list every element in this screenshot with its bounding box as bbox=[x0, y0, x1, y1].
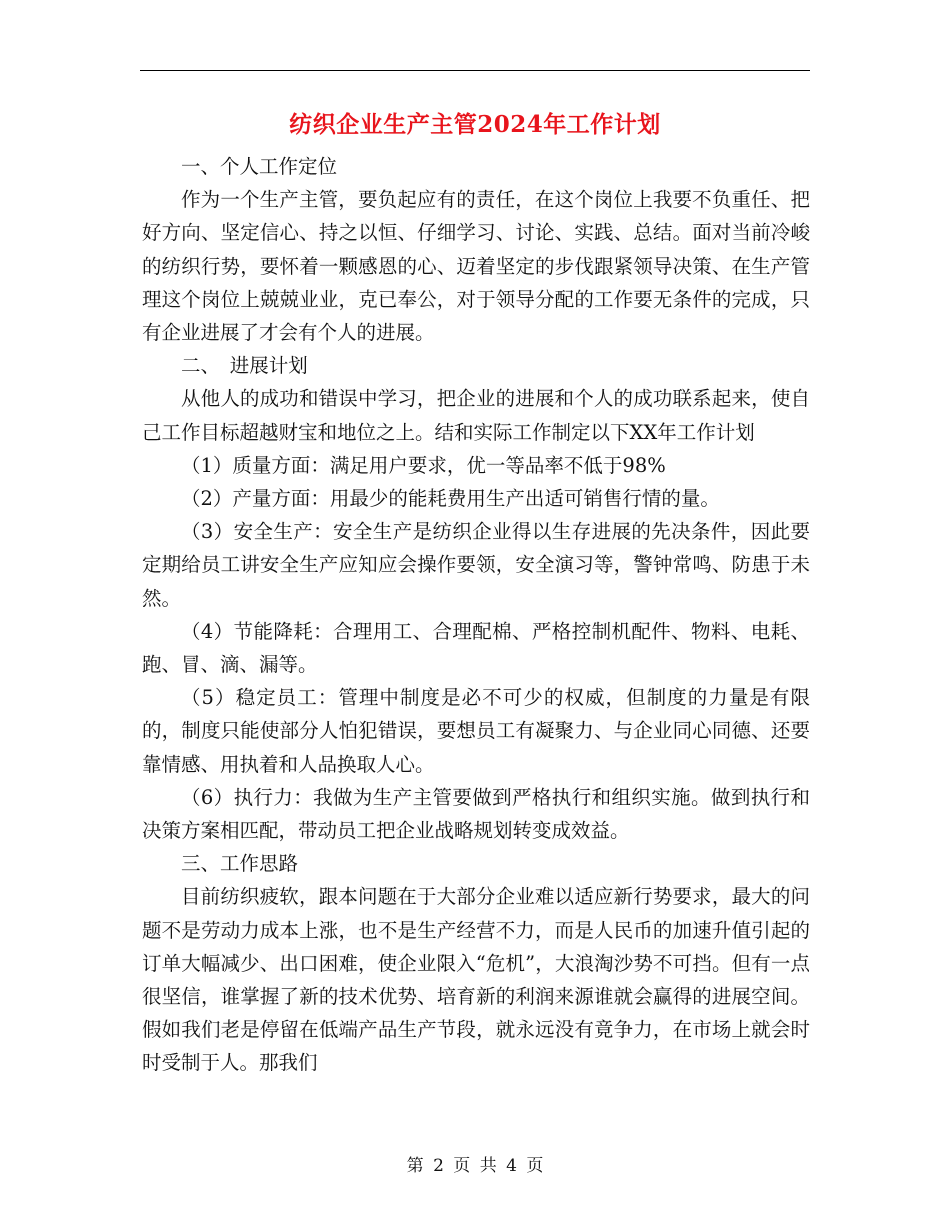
paragraph: 目前纺织疲软，跟本问题在于大部分企业难以适应新行势要求，最大的问题不是劳动力成本上涨，也不是生产经营不力，而是人民币的加速升值引起的订单大幅减少、出口困难，使企业限入“危机”，大浪淘沙势不可挡。但有一点很坚信，谁掌握了新的技术优势、培育新的利润来源谁就会赢得的进展空间。假如我们老是停留在低端产品生产节段，就永远没有竟争力，在市场上就会时时受制于人。那我们 bbox=[142, 885, 810, 1075]
section-heading-3: 三、工作思路 bbox=[181, 852, 299, 876]
list-item: （3）安全生产：安全生产是纺织企业得以生存进展的先决条件，因此要定期给员工讲安全生产应知应会操作要领，安全演习等，警钟常鸣、防患于未然。 bbox=[142, 520, 810, 610]
header-rule bbox=[140, 70, 810, 71]
document-body bbox=[142, 150, 810, 1080]
paragraph: 从他人的成功和错误中学习，把企业的进展和个人的成功联系起来，使自己工作目标超越财宝和地位之上。结和实际工作制定以下XX年工作计划 bbox=[142, 387, 810, 444]
list-item: （2）产量方面：用最少的能耗费用生产出适可销售行情的量。 bbox=[181, 487, 720, 511]
document-title: 纺织企业生产主管2024年工作计划 bbox=[289, 111, 661, 138]
list-item: （1）质量方面：满足用户要求，优一等品率不低于98% bbox=[181, 453, 666, 477]
list-item: （4）节能降耗：合理用工、合理配棉、严格控制机配件、物料、电耗、跑、冒、滴、漏等。 bbox=[142, 619, 810, 677]
list-item: （5）稳定员工：管理中制度是必不可少的权威，但制度的力量是有限的，制度只能使部分人怕犯错误，要想员工有凝聚力、与企业同心同德、还要靠情感、用执着和人品换取人心。 bbox=[142, 686, 810, 776]
page-number: 第 2 页 共 4 页 bbox=[406, 1156, 544, 1176]
section-heading-1: 一、个人工作定位 bbox=[181, 155, 338, 178]
section-heading-2: 二、 进展计划 bbox=[181, 354, 308, 378]
list-item: （6）执行力：我做为生产主管要做到严格执行和组织实施。做到执行和决策方案相匹配，带动员工把企业战略规划转变成效益。 bbox=[142, 785, 810, 843]
paragraph: 作为一个生产主管，要负起应有的责任，在这个岗位上我要不负重任、把好方向、坚定信心、持之以恒、仔细学习、讨论、实践、总结。面对当前冷峻的纺织行势，要怀着一颗感恩的心、迈着坚定的步伐跟紧领导决策、在生产管理这个岗位上兢兢业业，克已奉公，对于领导分配的工作要无条件的完成，只有企业进展了才会有个人的进展。 bbox=[142, 188, 810, 345]
